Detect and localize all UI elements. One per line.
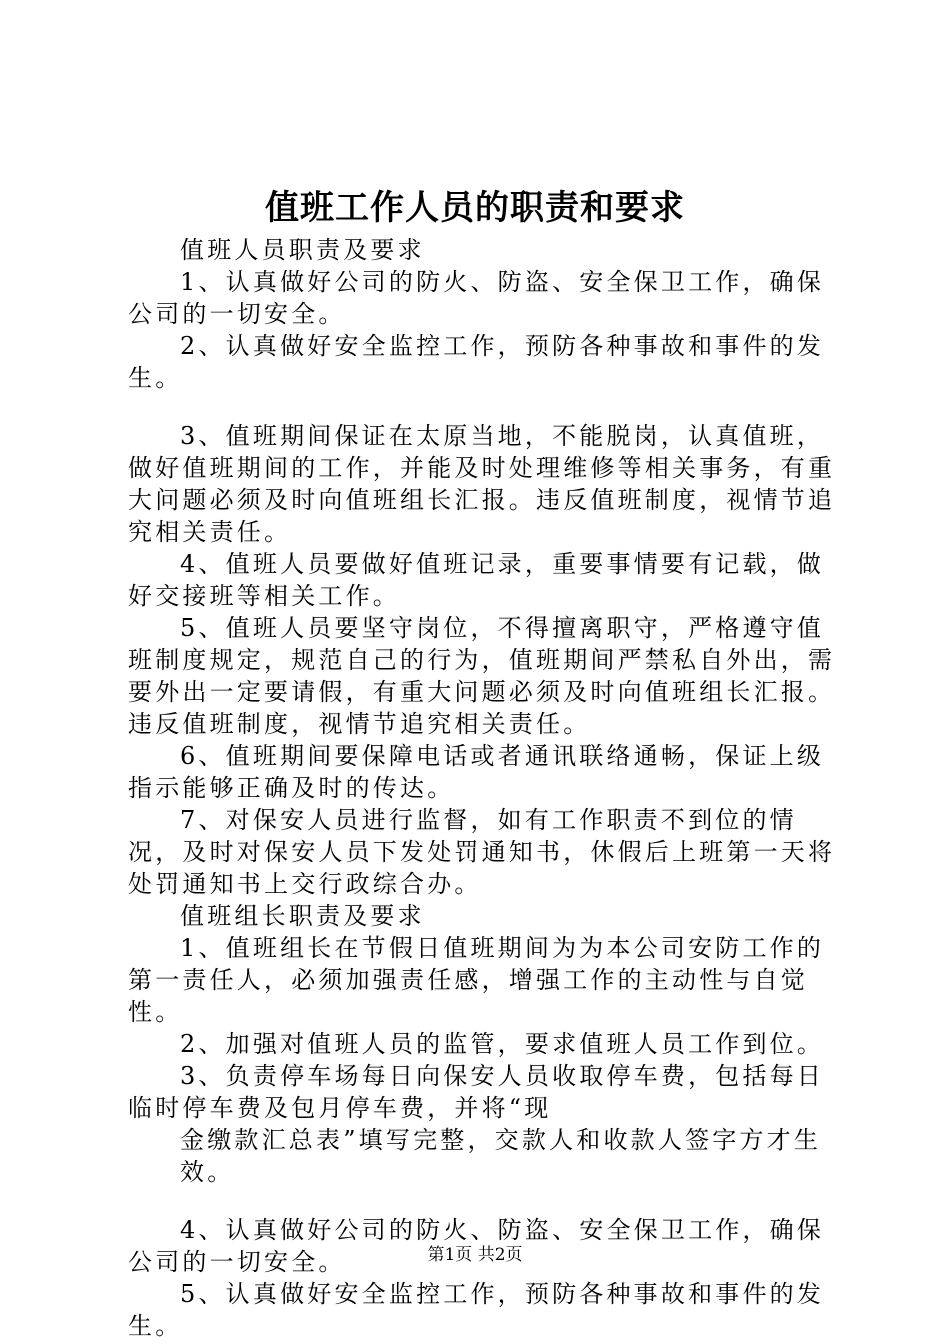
- paragraph: 2、加强对值班人员的监管，要求值班人员工作到位。: [180, 1030, 825, 1058]
- paragraph: 1、值班组长在节假日值班期间为为本公司安防工作的第一责任人，必须加强责任感，增强工作的主动性与自觉性。: [128, 934, 825, 1026]
- paragraph: 5、值班人员要坚守岗位，不得擅离职守，严格遵守值班制度规定，规范自己的行为，值班期间严禁私自外出，需要外出一定要请假，有重大问题必须及时向值班组长汇报。违反值班制度，视情节追究相关责任。: [128, 614, 836, 738]
- paragraph: 4、认真做好公司的防火、防盗、安全保卫工作，确保公司的一切安全。: [128, 1216, 825, 1276]
- section-heading-staff: 值班人员职责及要求: [180, 236, 425, 264]
- document-body: [128, 234, 838, 1342]
- paragraph: 2、认真做好安全监控工作，预防各种事故和事件的发生。: [128, 332, 825, 392]
- paragraph: 7、对保安人员进行监督，如有工作职责不到位的情况，及时对保安人员下发处罚通知书，休假后上班第一天将处罚通知书上交行政综合办。: [128, 806, 836, 898]
- document-title: 值班工作人员的职责和要求: [265, 188, 685, 228]
- paragraph: 3、值班期间保证在太原当地，不能脱岗，认真值班，做好值班期间的工作，并能及时处理维修等相关事务，有重大问题必须及时向值班组长汇报。违反值班制度，视情节追究相关责任。: [128, 422, 836, 546]
- page-number-footer: 第1页 共2页: [427, 1245, 523, 1265]
- paragraph-continuation: 金缴款汇总表”填写完整，交款人和收款人签字方才生效。: [180, 1126, 822, 1186]
- paragraph: 6、值班期间要保障电话或者通讯联络通畅，保证上级指示能够正确及时的传达。: [128, 742, 825, 802]
- blank-line: [128, 1188, 838, 1214]
- paragraph: 3、负责停车场每日向保安人员收取停车费，包括每日临时停车费及包月停车费，并将“现: [128, 1062, 825, 1122]
- paragraph: 5、认真做好安全监控工作，预防各种事故和事件的发生。: [128, 1280, 825, 1340]
- section-heading-leader: 值班组长职责及要求: [180, 902, 425, 930]
- blank-line: [128, 394, 838, 420]
- paragraph: 1、认真做好公司的防火、防盗、安全保卫工作，确保公司的一切安全。: [128, 268, 825, 328]
- paragraph: 4、值班人员要做好值班记录，重要事情要有记载，做好交接班等相关工作。: [128, 550, 825, 610]
